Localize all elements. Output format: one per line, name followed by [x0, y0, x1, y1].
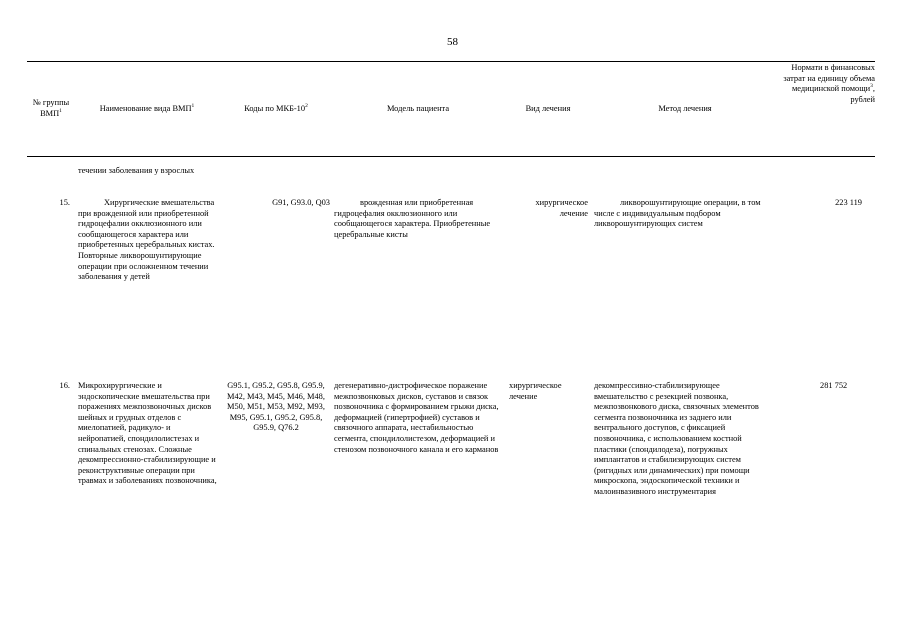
row-method: ликворошунтирующие операции, в том числе с индивидуальным подбором ликворошунтирующих систем: [594, 198, 761, 229]
row-method: декомпрессивно-стабилизирующее вмешательство с резекцией позвонка, межпозвонкового диска, связочных элементов сегмента позвоночника из заднего или вентрального доступов, с фиксацией позвоночника, с использованием костной пластики (спондилодеза), погружных имплантатов и стабилизирующих систем (ригидных или динамических) при помощи микроскопа, эндоскопической техники и малоинвазивного инструментария: [594, 381, 759, 496]
row-name: Микрохирургические и эндоскопические вмешательства при поражениях межпозвоночных дисков шейных и грудных отделов с миелопатией, радикуло- и нейропатией, спондилолистезах и спинальных стенозах. Сложные декомпрессионно-стабилизирующие и реконструктивные операции при травмах и заболеваниях позвоночника,: [78, 381, 217, 486]
row-num: 16.: [59, 381, 70, 390]
header-name: Наименование вида ВМП$^1$: [99, 102, 195, 113]
row-name: Хирургические вмешательства при врожденной или приобретенной гидроцефалии окклюзионного или сообщающегося характера или приобретенных церебральных кистах. Повторные ликворошунтирующие операции при осложненном течении заболевания у детей: [78, 198, 215, 282]
header-norm: Нормати в финансовых затрат на единицу объема медицинской помощи$^3$, рублей: [783, 63, 875, 104]
row-codes: G91, G93.0, Q03: [272, 198, 330, 207]
row-num: 15.: [59, 198, 70, 207]
row-model: дегенеративно-дистрофическое поражение межпозвонковых дисков, суставов и связок позвоночника с формированием грыжи диска, деформацией (гипертрофией) суставов и связочного аппарата, нестабильностью сегмента, спондилолистезом, деформацией и стенозом позвоночного канала и его карманов: [334, 381, 499, 454]
header-method: Метод лечения: [658, 103, 712, 113]
row-name: течении заболевания у взрослых: [78, 166, 195, 175]
header-num: № группы ВМП$^1$: [32, 98, 70, 118]
header-model: Модель пациента: [386, 103, 450, 113]
row-model: врожденная или приобретенная гидроцефалия окклюзионного или сообщающегося характера. Приобретенные церебральные кисты: [334, 198, 491, 239]
header-codes: Коды по МКБ-$10^2$: [244, 102, 308, 113]
header-treatment: Вид лечения: [525, 103, 571, 113]
row-norm: 281 752: [820, 381, 848, 390]
row-treatment: хирургическое лечение: [509, 381, 562, 401]
row-codes: G95.1, G95.2, G95.8, G95.9, M42, M43, M45, M46, M48, M50, M51, M53, M92, M93, M95, G95.1, G95.2, G95.8, G95.9, Q76.2: [227, 381, 325, 433]
row-norm: 223 119: [835, 198, 862, 207]
header-bottom-rule: [27, 156, 875, 157]
page-number: 58: [447, 36, 458, 48]
row-treatment: хирургическое лечение: [535, 198, 588, 218]
